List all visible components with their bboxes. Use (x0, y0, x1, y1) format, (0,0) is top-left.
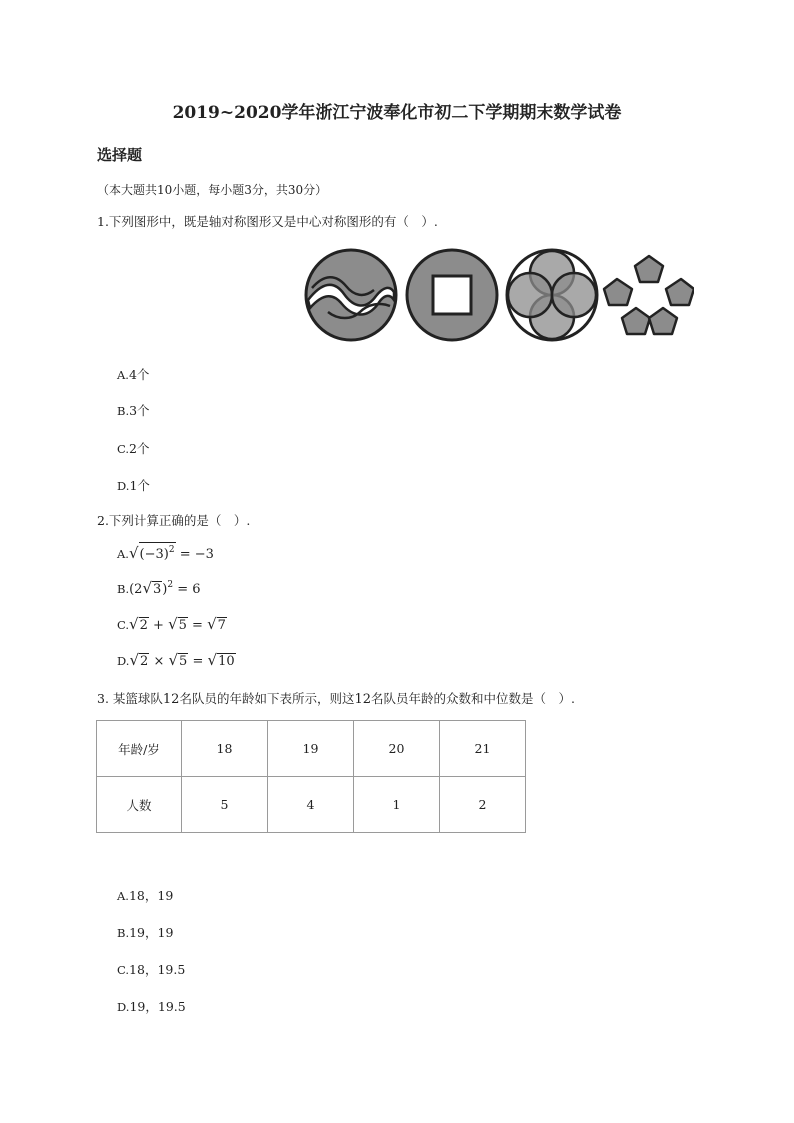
exponent: 2 (168, 545, 175, 555)
radicand: 3 (153, 582, 162, 597)
question-2-text: 2.下列计算正确的是（ ）. (97, 513, 251, 528)
section-note: （本大题共10小题，每小题3分，共30分） (97, 183, 328, 197)
option-value: 1个 (129, 478, 150, 493)
option-label: B. (117, 582, 130, 596)
sqrt-expression: √2 (129, 651, 149, 669)
rhs: = 6 (173, 582, 201, 597)
option-value: 18，19 (128, 888, 174, 903)
option-label: C. (117, 963, 130, 977)
option-value: 3个 (129, 403, 150, 418)
exponent: 2 (167, 580, 174, 590)
option-value: 4个 (128, 367, 150, 382)
prefix: (2 (129, 582, 143, 597)
question-3-part: 名队员年龄的众数和中位数是（ ）. (371, 691, 575, 706)
option-label: A. (117, 889, 129, 903)
operator: × (149, 654, 169, 669)
sqrt-expression: √10 (207, 651, 235, 669)
q2-option-d[interactable] (117, 651, 236, 669)
option-value: 19，19.5 (129, 999, 186, 1014)
option-label: C. (117, 618, 130, 632)
option-value: 19，19 (129, 925, 174, 940)
question-3-text (97, 689, 575, 707)
sqrt-expression: √5 (168, 615, 187, 633)
table-cell: 5 (182, 777, 268, 833)
question-3-number: 12 (354, 692, 372, 707)
table-cell: 18 (182, 721, 268, 777)
table-cell: 19 (268, 721, 354, 777)
age-table (96, 720, 526, 833)
radicand: 5 (178, 618, 187, 633)
option-label: D. (117, 479, 130, 493)
sqrt-expression: √3 (142, 579, 162, 597)
radicand: 10 (218, 654, 235, 669)
option-value: 2个 (129, 441, 150, 456)
equals: = (187, 618, 208, 633)
option-value: 18，19.5 (129, 962, 186, 977)
wave-circle-icon (306, 250, 396, 340)
table-cell: 20 (354, 721, 440, 777)
radicand: 5 (179, 654, 188, 669)
page-title: 2019~2020学年浙江宁波奉化市初二下学期期末数学试卷 (172, 103, 622, 123)
question-1-figures (302, 246, 694, 344)
suffix: ) (162, 582, 168, 597)
q2-option-b[interactable] (117, 579, 201, 597)
option-label: B. (117, 404, 130, 418)
pentagon-flower-icon (604, 256, 694, 334)
table-cell: 年龄/岁 (97, 721, 182, 777)
q2-option-a[interactable] (117, 542, 214, 562)
section-heading: 选择题 (97, 146, 143, 164)
sqrt-expression: √5 (168, 651, 188, 669)
table-cell: 4 (268, 777, 354, 833)
question-3-part: 名队员的年龄如下表所示，则这 (179, 691, 355, 706)
option-label: A. (117, 368, 129, 382)
sqrt-expression: √7 (207, 615, 226, 633)
sqrt-expression: √2 (129, 615, 148, 633)
q1-option-a[interactable] (117, 365, 149, 383)
q3-option-c[interactable] (117, 960, 185, 978)
q3-option-d[interactable] (117, 997, 186, 1015)
table-cell: 2 (440, 777, 526, 833)
table-cell: 人数 (97, 777, 182, 833)
table-row (97, 777, 526, 833)
option-label: D. (117, 654, 130, 668)
question-1-text: 1.下列图形中，既是轴对称图形又是中心对称图形的有（ ）. (97, 214, 438, 229)
coin-square-icon (407, 250, 497, 340)
option-label: A. (117, 547, 129, 561)
four-circles-icon (507, 250, 597, 340)
q1-option-c[interactable] (117, 439, 150, 457)
q1-option-d[interactable] (117, 476, 150, 494)
radicand: 2 (139, 618, 148, 633)
sqrt-expression: $√(-3)^2$ (128, 544, 175, 562)
question-3-part: 3. 某篮球队 (97, 691, 163, 706)
rhs: = −3 (175, 547, 214, 562)
radicand: 2 (140, 654, 149, 669)
option-label: D. (117, 1000, 130, 1014)
q3-option-a[interactable] (117, 886, 173, 904)
equals: = (188, 654, 208, 669)
option-label: B. (117, 926, 130, 940)
operator: + (148, 618, 169, 633)
q2-option-c[interactable] (117, 615, 227, 633)
radicand: (−3) (139, 547, 169, 562)
table-cell: 1 (354, 777, 440, 833)
question-3-number: 12 (162, 692, 180, 707)
q1-option-b[interactable] (117, 401, 150, 419)
table-row (97, 721, 526, 777)
table-cell: 21 (440, 721, 526, 777)
radicand: 7 (217, 618, 226, 633)
q3-option-b[interactable] (117, 923, 173, 941)
option-label: C. (117, 442, 130, 456)
